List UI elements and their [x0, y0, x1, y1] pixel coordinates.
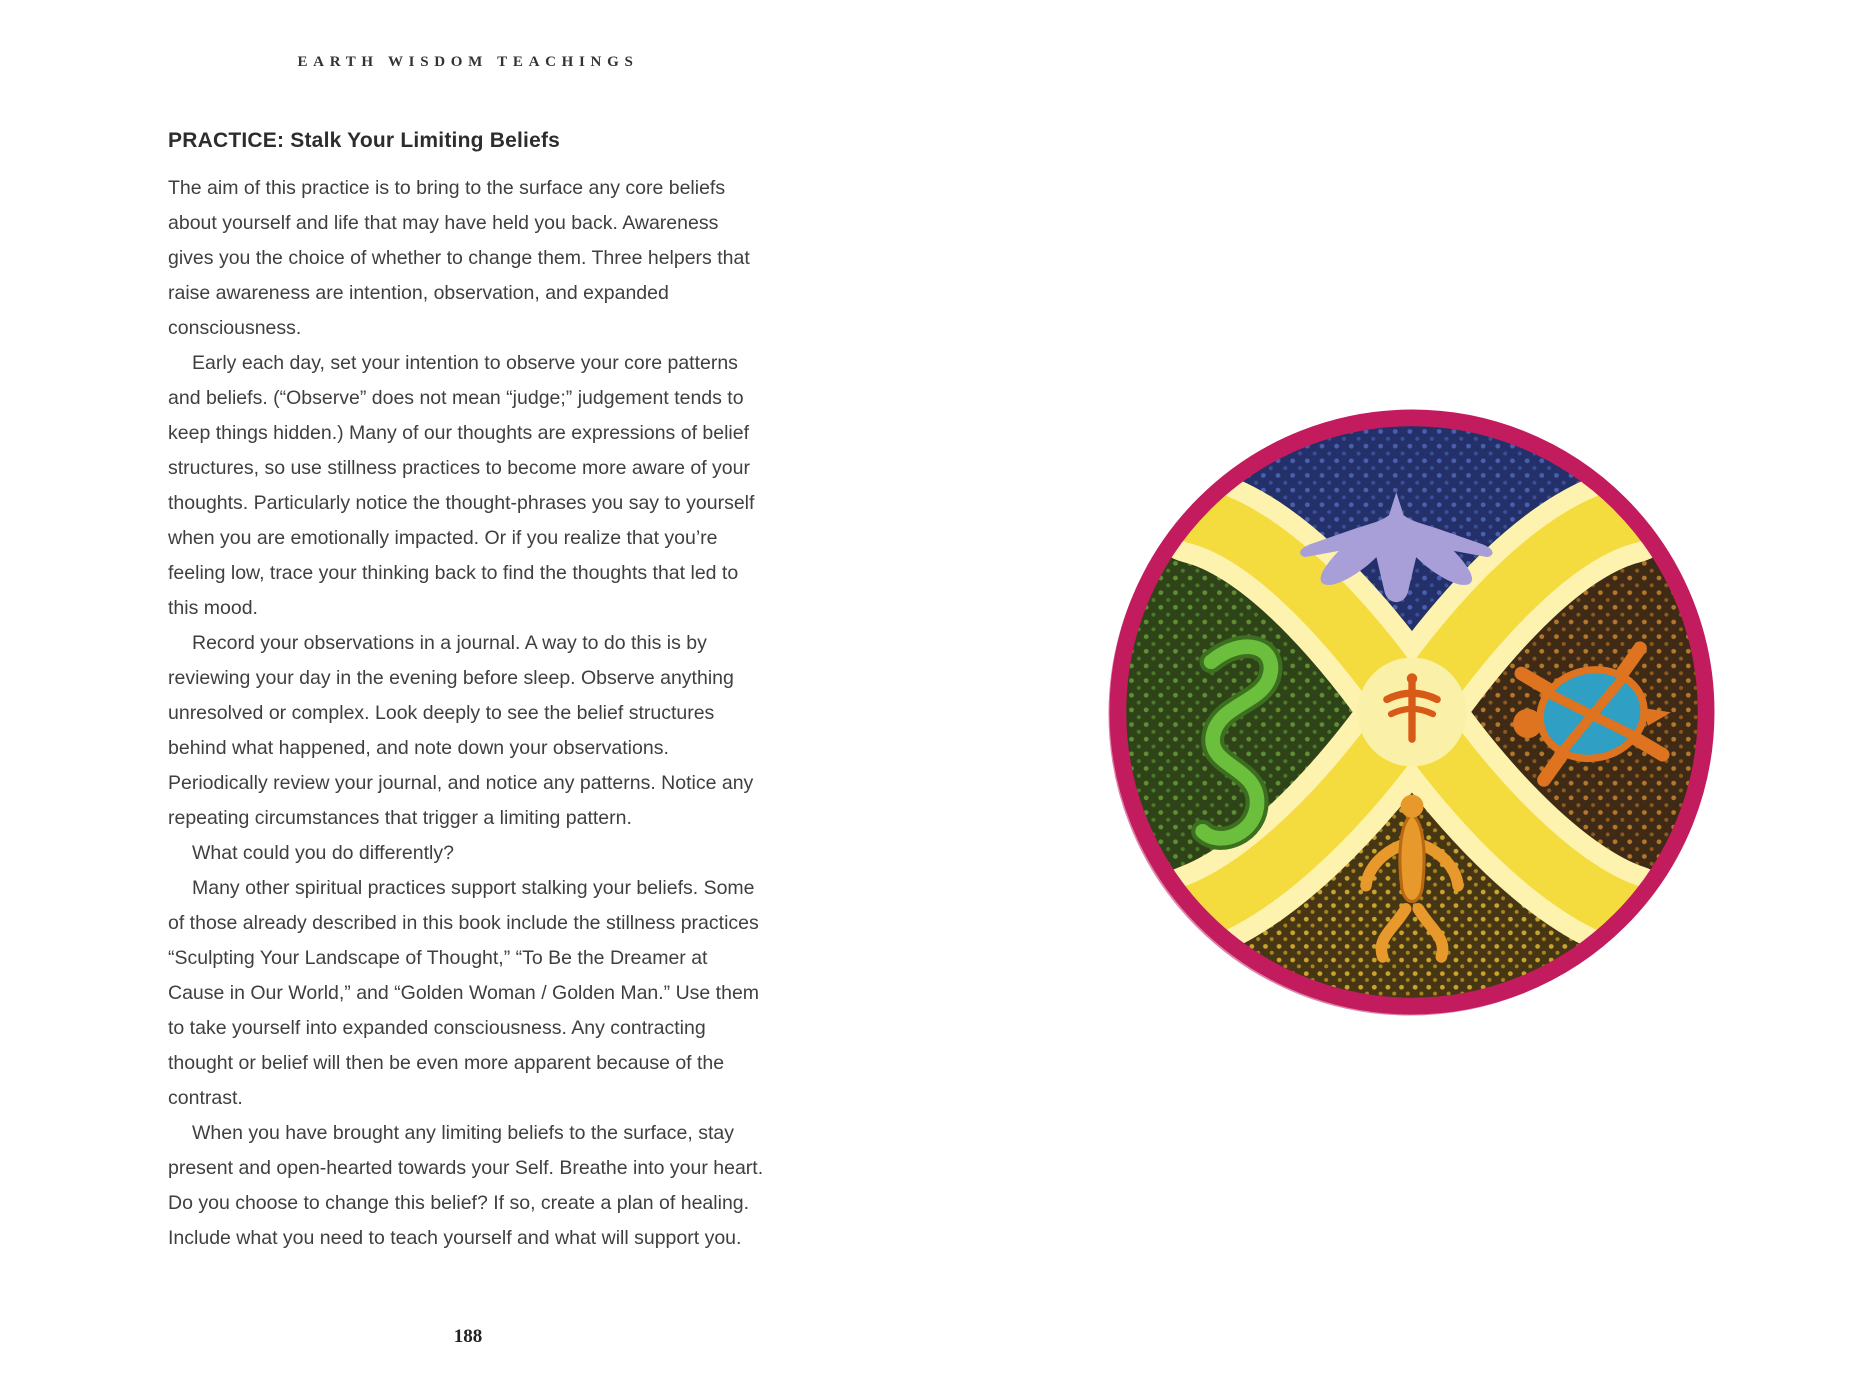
dragonfly-head: [1407, 673, 1417, 683]
medicine-wheel-illustration: [1098, 398, 1726, 1026]
left-page: [168, 54, 768, 1256]
paragraph: Record your observations in a journal. A way to do this is by reviewing your day in the evening before sleep. Observe anything unresolved or complex. Look deeply to see the belief structures behind what happened, and note down your observations. Periodically review your journal, and notice any patterns. Notice any repeating circumstances that trigger a limiting pattern.: [168, 632, 754, 829]
paragraph: The aim of this practice is to bring to the surface any core beliefs about yourself and life that may have held you back. Awareness gives you the choice of whether to change them. Three helpers that raise awareness are intention, observation, and expanded consciousness.: [168, 177, 750, 339]
lizard-head: [1400, 795, 1423, 818]
page-number: 188: [453, 1326, 483, 1347]
paragraph: When you have brought any limiting beliefs to the surface, stay present and open-hearted towards your Self. Breathe into your heart. Do you choose to change this belief? If so, create a plan of healing. Include what you need to teach yourself and what will support you.: [168, 1122, 764, 1249]
wheel-interior: [1098, 398, 1726, 1026]
lizard-body: [1400, 815, 1424, 902]
body-text: [168, 171, 768, 1256]
medicine-wheel-svg: [1098, 398, 1726, 1026]
running-head: EARTH WISDOM TEACHINGS: [297, 54, 639, 70]
paragraph: Early each day, set your intention to observe your core patterns and beliefs. (“Observe” does not mean “judge;” judgement tends to keep things hidden.) Many of our thoughts are expressions of belief structures, so use stillness practices to become more aware of your thoughts. Particularly notice the thought-phrases you say to yourself when you are emotionally impacted. Or if you realize that you’re feeling low, trace your thinking back to find the thoughts that led to this mood.: [168, 352, 755, 619]
paragraph: What could you do differently?: [192, 842, 454, 864]
practice-title: PRACTICE: Stalk Your Limiting Beliefs: [168, 129, 561, 152]
paragraph: Many other spiritual practices support stalking your beliefs. Some of those already described in this book include the stillness practices “Sculpting Your Landscape of Thought,” “To Be the Dreamer at Cause in Our World,” and “Golden Woman / Golden Man.” Use them to take yourself into expanded consciousness. Any contracting thought or belief will then be even more apparent because of the contrast.: [168, 877, 760, 1109]
